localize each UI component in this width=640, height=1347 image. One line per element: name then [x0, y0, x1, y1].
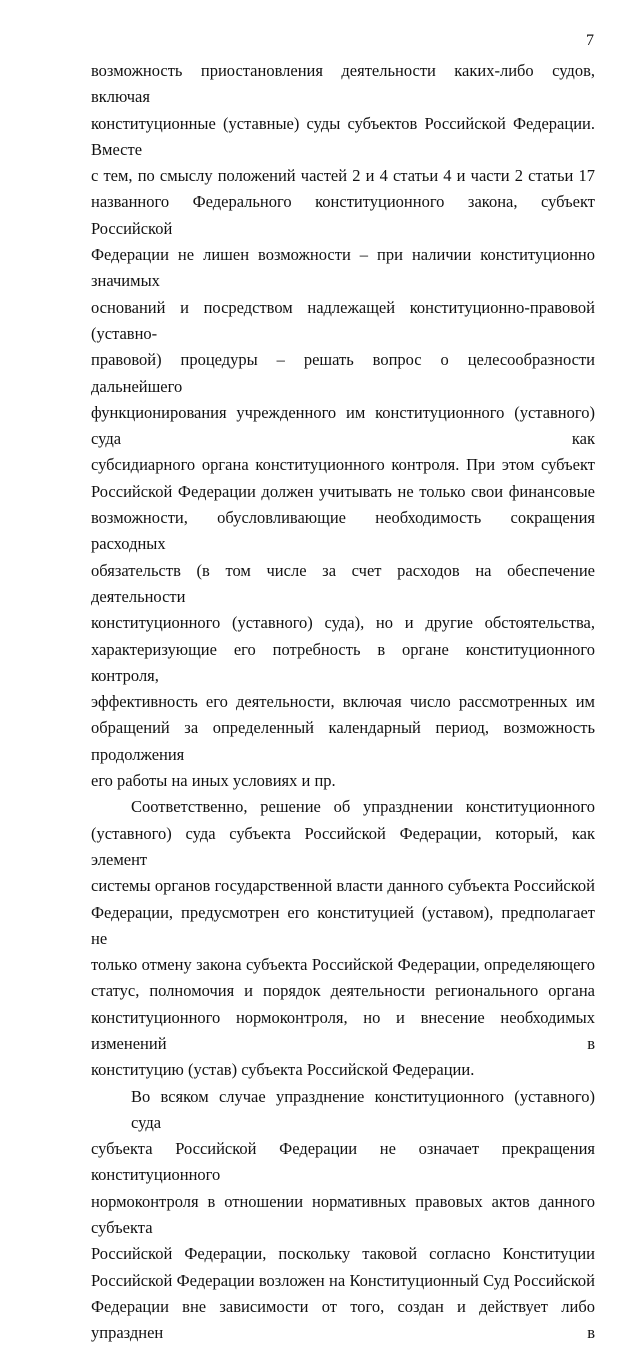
text-line: его работы на иных условиях и пр.: [91, 771, 336, 791]
text-line: с тем, по смыслу положений частей 2 и 4 статьи 4 и части 2 статьи 17: [91, 166, 595, 186]
text-line: статус, полномочия и порядок деятельности регионального органа: [91, 981, 595, 1001]
text-line: конституционного нормоконтроля, но и внесение необходимых изменений в: [91, 1007, 595, 1053]
text-line: Федерации, предусмотрен его конституцией (уставом), предполагает не: [91, 902, 595, 948]
text-line: обращений за определенный календарный период, возможность продолжения: [91, 718, 595, 764]
text-line: оснований и посредством надлежащей конституционно-правовой (уставно-: [91, 297, 595, 343]
text-line: обязательств (в том числе за счет расходов на обеспечение деятельности: [91, 560, 595, 606]
paragraph-3: [91, 1084, 595, 1347]
document-body: [91, 58, 595, 1347]
text-line: Федерации не лишен возможности – при наличии конституционно значимых: [91, 245, 595, 291]
text-line: названного Федерального конституционного закона, субъект Российской: [91, 192, 595, 238]
text-line: конституционного (уставного) суда), но и другие обстоятельства,: [91, 613, 595, 633]
text-line: конституционные (уставные) суды субъектов Российской Федерации. Вместе: [91, 113, 595, 159]
text-line: Российской Федерации должен учитывать не только свои финансовые: [91, 481, 595, 501]
text-line: характеризующие его потребность в органе конституционного контроля,: [91, 639, 595, 685]
text-line: возможности, обусловливающие необходимость сокращения расходных: [91, 508, 595, 554]
text-line: Российской Федерации, поскольку таковой согласно Конституции: [91, 1244, 595, 1264]
text-line: только отмену закона субъекта Российской Федерации, определяющего: [91, 955, 595, 975]
text-line: Соответственно, решение об упразднении конституционного: [131, 797, 595, 817]
text-line: возможность приостановления деятельности каких-либо судов, включая: [91, 61, 595, 107]
text-line: Российской Федерации возложен на Конституционный Суд Российской: [91, 1270, 595, 1290]
text-line: субсидиарного органа конституционного контроля. При этом субъект: [91, 455, 595, 475]
text-line: субъекта Российской Федерации не означает прекращения конституционного: [91, 1139, 595, 1185]
page-number: 7: [586, 32, 594, 49]
text-line: нормоконтроля в отношении нормативных правовых актов данного субъекта: [91, 1191, 595, 1238]
text-line: конституцию (устав) субъекта Российской Федерации.: [91, 1060, 475, 1080]
text-line: системы органов государственной власти данного субъекта Российской: [91, 876, 595, 896]
paragraph-2: [91, 794, 595, 1083]
text-line: (уставного) суда субъекта Российской Федерации, который, как элемент: [91, 823, 595, 869]
text-line: эффективность его деятельности, включая число рассмотренных им: [91, 692, 595, 712]
text-line: функционирования учрежденного им конституционного (уставного) суда как: [91, 402, 595, 449]
paragraph-1: [91, 58, 595, 794]
text-line: Во всяком случае упразднение конституционного (уставного) суда: [131, 1086, 595, 1132]
text-line: Федерации вне зависимости от того, создан и действует либо упразднен в: [91, 1296, 595, 1343]
text-line: правовой) процедуры – решать вопрос о целесообразности дальнейшего: [91, 350, 595, 396]
